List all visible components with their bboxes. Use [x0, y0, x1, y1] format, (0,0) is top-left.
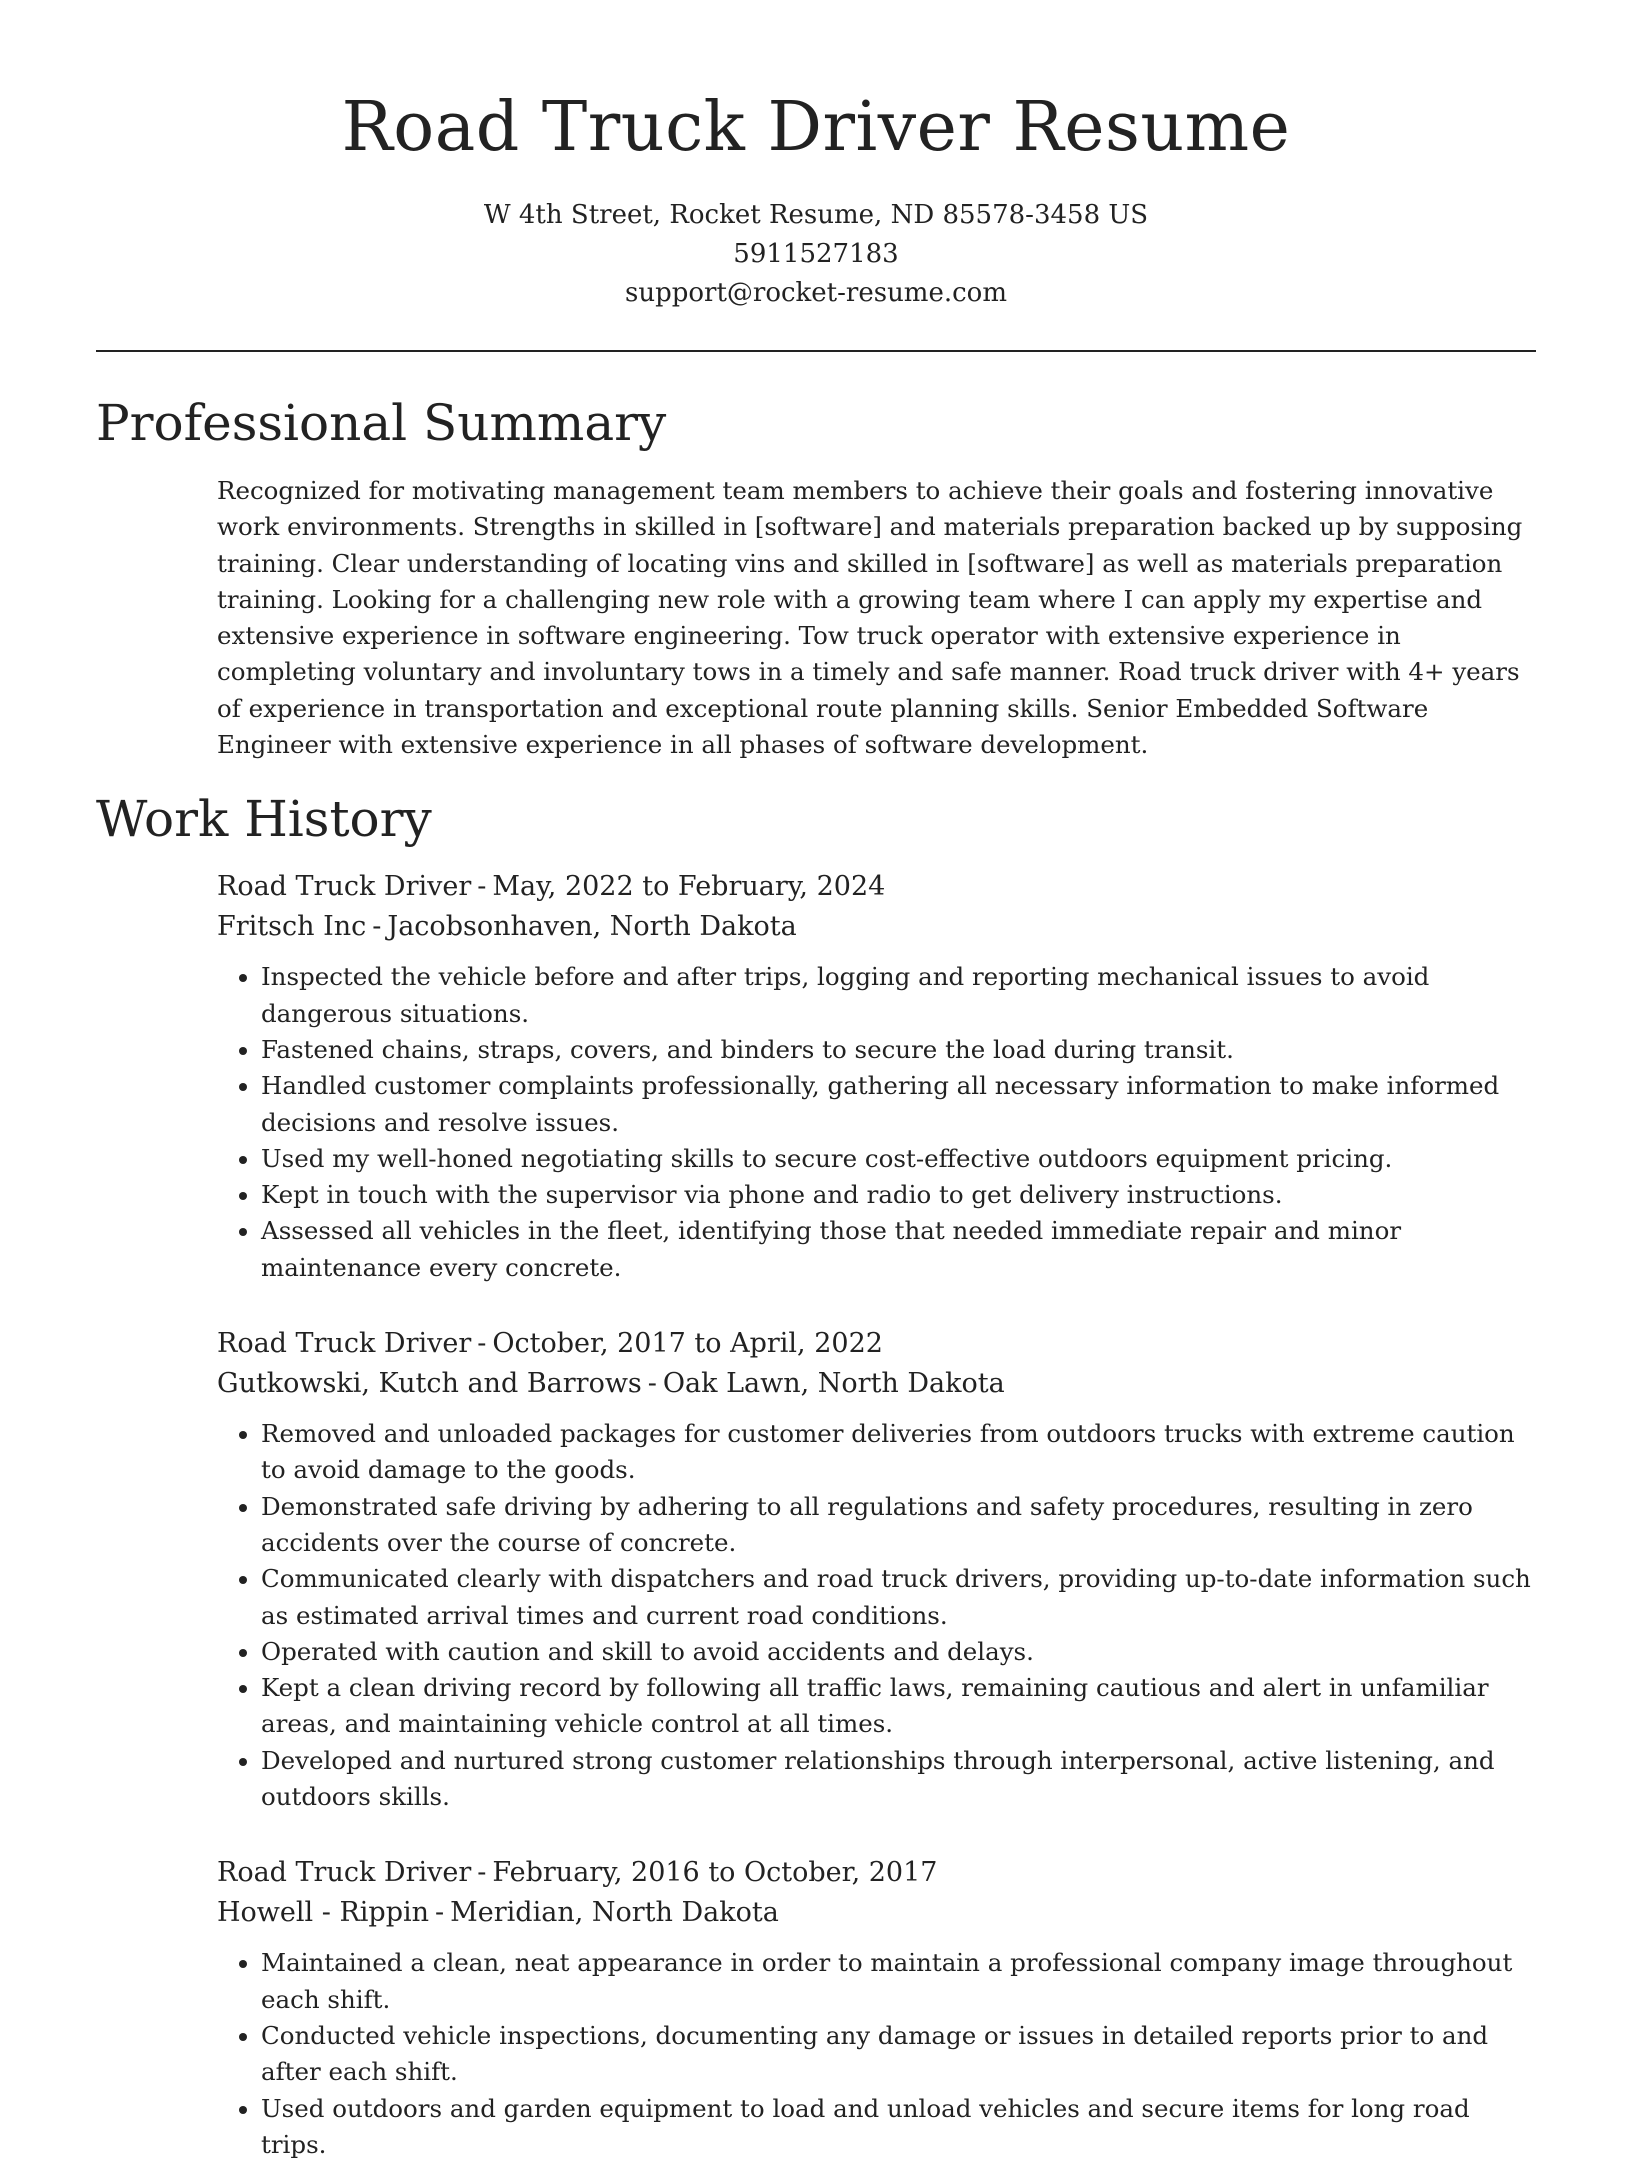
duty-item: • Used my well-honed negotiating skills to secure cost-effective outdoors equipment pricing.	[261, 1141, 1536, 1177]
job-location: Jacobsonhaven, North Dakota	[387, 911, 796, 942]
header-divider	[96, 350, 1536, 352]
job-company-line: Gutkowski, Kutch and Barrows - Oak Lawn, North Dakota	[217, 1364, 1536, 1404]
job-duties-list	[217, 1945, 1536, 2163]
duty-item: • Maintained a clean, neat appearance in order to maintain a professional company image throughout each shift.	[261, 1945, 1536, 2018]
job-dates: October, 2017 to April, 2022	[492, 1328, 883, 1359]
duty-item: • Removed and unloaded packages for customer deliveries from outdoors trucks with extreme caution to avoid damage to the goods.	[261, 1416, 1536, 1489]
duty-item: • Kept in touch with the supervisor via phone and radio to get delivery instructions.	[261, 1177, 1536, 1213]
duty-item: • Operated with caution and skill to avoid accidents and delays.	[261, 1634, 1536, 1670]
job-title-line: Road Truck Driver - October, 2017 to April, 2022	[217, 1324, 1536, 1364]
job-location: Oak Lawn, North Dakota	[663, 1368, 1005, 1399]
job-entry	[217, 1324, 1536, 1815]
duty-item: • Used outdoors and garden equipment to load and unload vehicles and secure items for long road trips.	[261, 2091, 1536, 2163]
duty-item: • Demonstrated safe driving by adhering to all regulations and safety procedures, resulting in zero accidents over the course of concrete.	[261, 1489, 1536, 1562]
resume-header	[96, 0, 1536, 313]
job-title-line: Road Truck Driver - May, 2022 to February, 2024	[217, 867, 1536, 907]
job-dates: February, 2016 to October, 2017	[492, 1857, 937, 1888]
contact-address: W 4th Street, Rocket Resume, ND 85578-3458 US	[96, 196, 1536, 235]
job-duties-list	[217, 959, 1536, 1286]
job-company-line: Fritsch Inc - Jacobsonhaven, North Dakota	[217, 907, 1536, 947]
summary-text: Recognized for motivating management team members to achieve their goals and fostering innovative work environments. Strengths in skilled in [software] and materials preparation backed up by supposing training. Clear understanding of locating vins and skilled in [software] as well as materials preparation training. Looking for a challenging new role with a growing team where I can apply my expertise and extensive experience in software engineering. Tow truck operator with extensive experience in completing voluntary and involuntary tows in a timely and safe manner. Road truck driver with 4+ years of experience in transportation and exceptional route planning skills. Senior Embedded Software Engineer with extensive experience in all phases of software development.	[217, 473, 1536, 763]
resume-title: Road Truck Driver Resume	[96, 86, 1536, 170]
job-role: Road Truck Driver	[217, 871, 471, 902]
job-role: Road Truck Driver	[217, 1328, 471, 1359]
contact-email: support@rocket-resume.com	[96, 274, 1536, 313]
job-entry	[217, 1853, 1536, 2163]
job-company: Gutkowski, Kutch and Barrows	[217, 1368, 642, 1399]
duty-item: • Conducted vehicle inspections, documenting any damage or issues in detailed reports prior to and after each shift.	[261, 2018, 1536, 2091]
contact-info	[96, 196, 1536, 313]
job-dates: May, 2022 to February, 2024	[492, 871, 885, 902]
job-location: Meridian, North Dakota	[450, 1897, 779, 1928]
job-entry	[217, 867, 1536, 1286]
duty-item: • Fastened chains, straps, covers, and binders to secure the load during transit.	[261, 1032, 1536, 1068]
summary-heading: Professional Summary	[96, 391, 1536, 455]
job-company: Howell - Rippin	[217, 1897, 429, 1928]
job-title-line: Road Truck Driver - February, 2016 to October, 2017	[217, 1853, 1536, 1893]
duty-item: • Assessed all vehicles in the fleet, identifying those that needed immediate repair and minor maintenance every concrete.	[261, 1213, 1536, 1286]
duty-item: • Developed and nurtured strong customer relationships through interpersonal, active listening, and outdoors skills.	[261, 1743, 1536, 1816]
job-role: Road Truck Driver	[217, 1857, 471, 1888]
duty-item: • Kept a clean driving record by following all traffic laws, remaining cautious and alert in unfamiliar areas, and maintaining vehicle control at all times.	[261, 1670, 1536, 1743]
duty-item: • Communicated clearly with dispatchers and road truck drivers, providing up-to-date information such as estimated arrival times and current road conditions.	[261, 1561, 1536, 1634]
job-duties-list	[217, 1416, 1536, 1815]
duty-item: • Handled customer complaints professionally, gathering all necessary information to make informed decisions and resolve issues.	[261, 1068, 1536, 1141]
job-company-line: Howell - Rippin - Meridian, North Dakota	[217, 1893, 1536, 1933]
job-company: Fritsch Inc	[217, 911, 366, 942]
contact-phone: 5911527183	[96, 235, 1536, 274]
duty-item: • Inspected the vehicle before and after trips, logging and reporting mechanical issues to avoid dangerous situations.	[261, 959, 1536, 1032]
work-history-heading: Work History	[96, 787, 1536, 851]
